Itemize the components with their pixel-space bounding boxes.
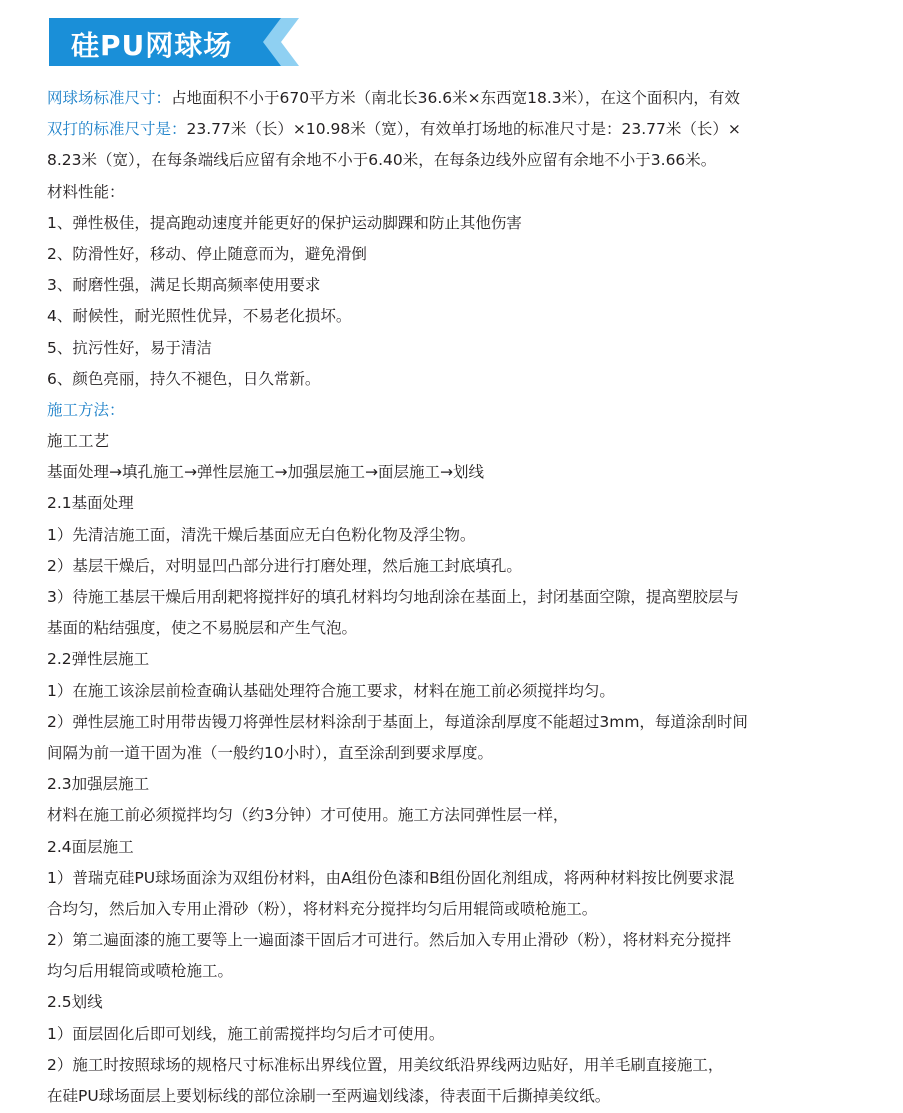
text-line: [47, 987, 857, 1018]
line-text: 2）弹性层施工时用带齿镘刀将弹性层材料涂刮于基面上，每道涂刮厚度不能超过3mm，每道涂刮时间: [47, 712, 748, 731]
line-text: 2）基层干燥后，对明显凹凸部分进行打磨处理，然后施工封底填孔。: [47, 556, 522, 575]
text-line: [47, 364, 857, 395]
text-line: [47, 582, 857, 613]
text-line: [47, 1050, 857, 1081]
line-text: 2.3加强层施工: [47, 775, 150, 794]
line-text: 2.4面层施工: [47, 837, 134, 856]
line-text: 材料在施工前必须搅拌均匀（约3分钟）才可使用。施工方法同弹性层一样，: [47, 806, 569, 825]
line-text: 1）在施工该涂层前检查确认基础处理符合施工要求，材料在施工前必须搅拌均匀。: [47, 681, 615, 700]
highlight-label: 网球场标准尺寸：: [47, 89, 172, 107]
text-line: [47, 83, 857, 114]
line-text: 占地面积不小于670平方米（南北长36.6米×东西宽18.3米），在这个面积内，有效: [171, 89, 740, 107]
text-line: [47, 114, 857, 145]
text-line: [47, 301, 857, 332]
line-text: 施工工艺: [47, 432, 110, 451]
text-line: [47, 707, 857, 738]
text-line: [47, 1081, 857, 1112]
text-line: [47, 457, 857, 488]
text-line: [47, 488, 857, 519]
text-line: [47, 676, 857, 707]
text-line: [47, 426, 857, 457]
line-text: 均匀后用辊筒或喷枪施工。: [47, 962, 234, 981]
line-text: 1）先清洁施工面，清洗干燥后基面应无白色粉化物及浮尘物。: [47, 525, 476, 544]
line-text: 2.5划线: [47, 993, 103, 1012]
text-line: [47, 613, 857, 644]
text-line: [47, 644, 857, 675]
line-text: 4、耐候性，耐光照性优异，不易老化损坏。: [47, 307, 352, 326]
line-text: 6、颜色亮丽，持久不褪色，日久常新。: [47, 369, 321, 388]
text-line: [47, 270, 857, 301]
highlight-label: 双打的标准尺寸是：: [47, 120, 187, 139]
text-line: [47, 177, 857, 208]
line-text: 合均匀，然后加入专用止滑砂（粉），将材料充分搅拌均匀后用辊筒或喷枪施工。: [47, 899, 598, 918]
line-text: 间隔为前一道干固为准（一般约10小时），直至涂刮到要求厚度。: [47, 743, 493, 762]
text-line: [47, 738, 857, 769]
line-text: 2.2弹性层施工: [47, 650, 150, 669]
text-line: [47, 956, 857, 987]
line-text: 3、耐磨性强，满足长期高频率使用要求: [47, 276, 321, 295]
text-line: [47, 395, 857, 426]
text-line: [47, 208, 857, 239]
line-text: 1、弹性极佳，提高跑动速度并能更好的保护运动脚踝和防止其他伤害: [47, 213, 522, 232]
highlight-label: 施工方法：: [47, 400, 125, 419]
text-line: [47, 925, 857, 956]
line-text: 材料性能：: [47, 182, 125, 201]
line-text: 2）施工时按照球场的规格尺寸标准标出界线位置，用美纹纸沿界线两边贴好，用羊毛刷直接施工，: [47, 1055, 724, 1074]
text-line: [47, 1019, 857, 1050]
line-text: 2）第二遍面漆的施工要等上一遍面漆干固后才可进行。然后加入专用止滑砂（粉），将材料充分搅拌: [47, 931, 732, 950]
line-text: 在硅PU球场面层上要划标线的部位涂刷一至两遍划线漆，待表面干后撕掉美纹纸。: [47, 1087, 611, 1105]
line-text: 8.23米（宽），在每条端线后应留有余地不小于6.40米，在每条边线外应留有余地不小于3.66米。: [47, 151, 717, 170]
line-text: 1）面层固化后即可划线，施工前需搅拌均匀后才可使用。: [47, 1024, 445, 1043]
text-line: [47, 520, 857, 551]
line-text: 3）待施工基层干燥后用刮耙将搅拌好的填孔材料均匀地刮涂在基面上，封闭基面空隙，提高塑胶层与: [47, 588, 739, 606]
line-text: 基面处理→填孔施工→弹性层施工→加强层施工→面层施工→划线: [47, 463, 484, 482]
text-line: [47, 551, 857, 582]
text-line: [47, 800, 857, 831]
document-body: [47, 83, 857, 1112]
line-text: 23.77米（长）×10.98米（宽），有效单打场地的标准尺寸是：23.77米（长）×: [186, 120, 741, 139]
text-line: [47, 769, 857, 800]
line-text: 1）普瑞克硅PU球场面涂为双组份材料，由A组份色漆和B组份固化剂组成，将两种材料按比例要求混: [47, 868, 735, 887]
text-line: [47, 333, 857, 364]
line-text: 基面的粘结强度，使之不易脱层和产生气泡。: [47, 619, 358, 638]
text-line: [47, 894, 857, 925]
line-text: 2.1基面处理: [47, 494, 134, 513]
text-line: [47, 239, 857, 270]
line-text: 2、防滑性好，移动、停止随意而为，避免滑倒: [47, 244, 367, 263]
text-line: [47, 832, 857, 863]
text-line: [47, 863, 857, 894]
page-title: 硅PU网球场: [71, 29, 233, 62]
line-text: 5、抗污性好，易于清洁: [47, 338, 212, 357]
text-line: [47, 145, 857, 176]
section-banner: [49, 18, 299, 66]
